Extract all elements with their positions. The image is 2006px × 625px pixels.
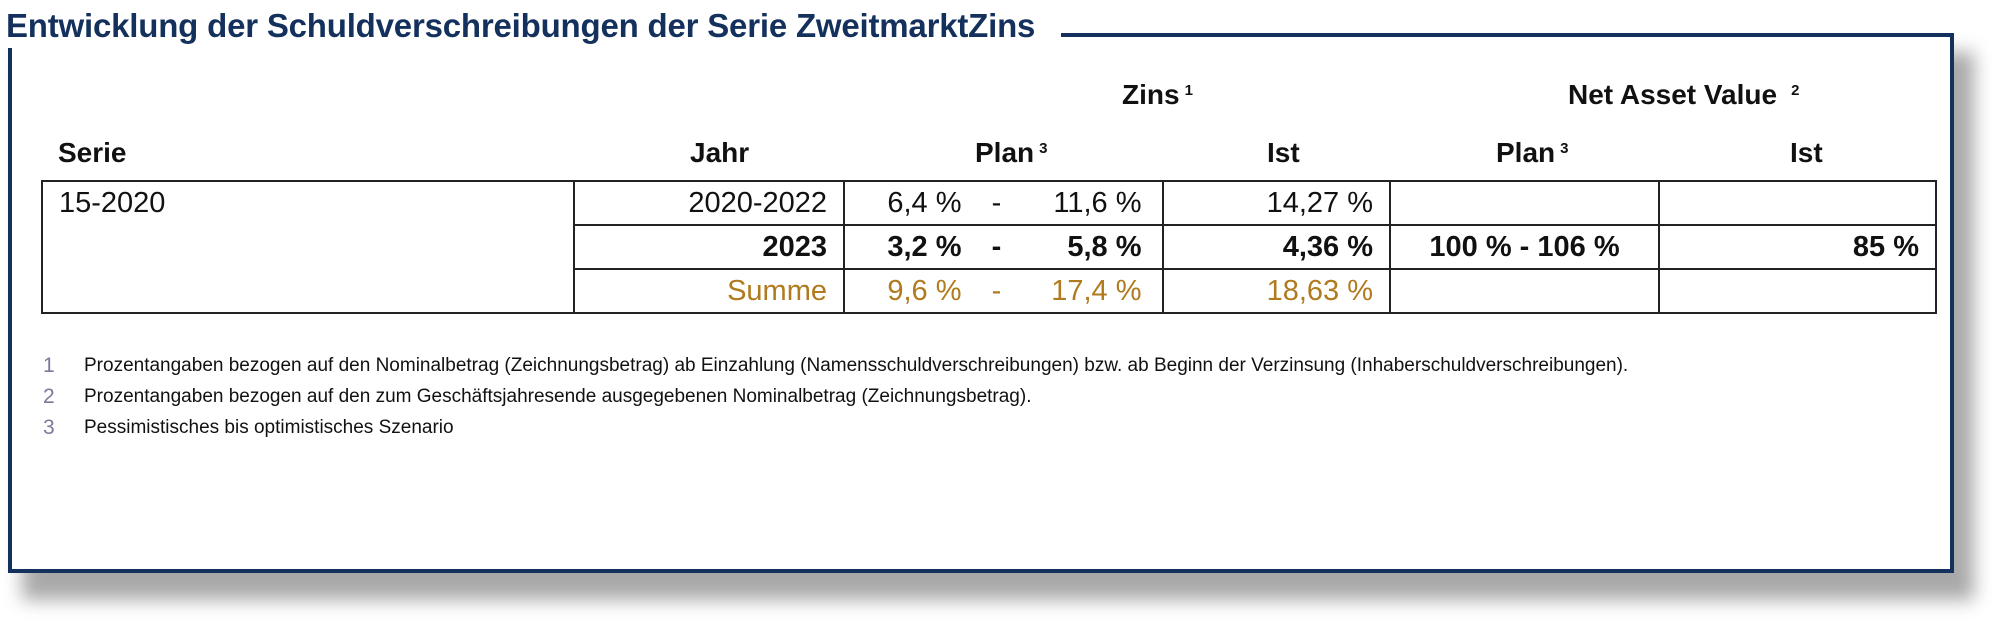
header-zins-plan-footnote-mark: 3: [1039, 140, 1048, 157]
zins-plan-separator: -: [991, 231, 1002, 263]
header-group-zins-footnote-mark: 1: [1184, 82, 1193, 99]
zins-plan-low: 6,4 %: [887, 187, 962, 219]
zins-ist-cell: 18,63 %: [1163, 269, 1390, 313]
jahr-cell: Summe: [574, 269, 844, 313]
zins-plan-separator: -: [991, 275, 1002, 307]
page-title: Entwicklung der Schuldverschreibungen der Serie ZweitmarktZins: [4, 4, 1061, 48]
zins-plan-cell: [844, 181, 1163, 225]
zins-plan-high: 5,8 %: [1067, 231, 1142, 263]
zins-plan-cell: [844, 269, 1163, 313]
header-nav-plan: [1496, 136, 1568, 170]
header-nav-plan-label: Plan: [1496, 137, 1556, 168]
header-zins-ist: Ist: [1267, 137, 1300, 168]
header-group-nav: [1568, 78, 1799, 112]
nav-plan-cell: 100 % - 106 %: [1390, 225, 1659, 269]
zins-plan-separator: -: [991, 187, 1002, 219]
nav-plan-cell: [1390, 269, 1659, 313]
zins-ist-cell: 4,36 %: [1163, 225, 1390, 269]
header-group-zins: [1122, 78, 1193, 112]
header-nav-ist: Ist: [1790, 137, 1823, 168]
header-group-zins-label: Zins: [1122, 79, 1180, 110]
footnote-text: Pessimistisches bis optimistisches Szenario: [84, 417, 454, 438]
zins-plan-high: 17,4 %: [1051, 275, 1142, 307]
footnote-number: 2: [43, 385, 55, 408]
header-nav-plan-footnote-mark: 3: [1560, 140, 1569, 157]
nav-ist-cell: [1659, 269, 1936, 313]
serie-cell: 15-2020: [42, 181, 574, 313]
table-row: [42, 181, 1936, 225]
header-group-nav-label: Net Asset Value: [1568, 79, 1778, 110]
header-zins-plan-label: Plan: [975, 137, 1035, 168]
footnote-text: Prozentangaben bezogen auf den Nominalbetrag (Zeichnungsbetrag) ab Einzahlung (Namensschuldverschreibungen) bzw. ab Beginn der Verzinsung (Inhaberschuldverschreibungen).: [84, 355, 1629, 376]
zins-plan-low: 3,2 %: [887, 231, 962, 263]
jahr-cell: 2020-2022: [574, 181, 844, 225]
jahr-cell: 2023: [574, 225, 844, 269]
data-table: [41, 180, 1937, 314]
header-jahr: Jahr: [690, 137, 750, 168]
header-group-nav-footnote-mark: 2: [1791, 82, 1800, 99]
header-serie: Serie: [58, 137, 127, 168]
zins-ist-cell: 14,27 %: [1163, 181, 1390, 225]
footnote-text: Prozentangaben bezogen auf den zum Geschäftsjahresende ausgegebenen Nominalbetrag (Zeichnungsbetrag).: [84, 386, 1032, 407]
zins-plan-low: 9,6 %: [887, 275, 962, 307]
zins-plan-cell: [844, 225, 1163, 269]
nav-ist-cell: 85 %: [1659, 225, 1936, 269]
nav-plan-cell: [1390, 181, 1659, 225]
footnote-number: 1: [43, 354, 55, 377]
header-zins-plan: [975, 136, 1047, 170]
zins-plan-high: 11,6 %: [1053, 187, 1142, 219]
footnote-number: 3: [43, 416, 55, 439]
nav-ist-cell: [1659, 181, 1936, 225]
